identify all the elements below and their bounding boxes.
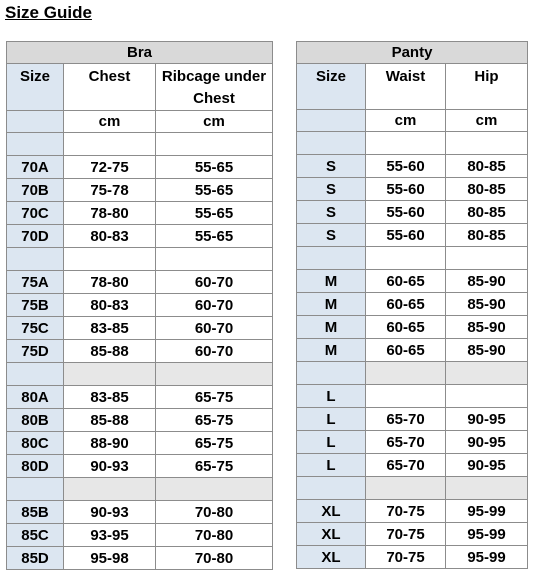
bra-size-cell: 80D <box>7 455 64 478</box>
panty-measure-cell: 60-65 <box>366 339 446 362</box>
bra-size-cell: 80B <box>7 409 64 432</box>
panty-size-cell: M <box>297 270 366 293</box>
bra-size-cell: 70D <box>7 225 64 248</box>
panty-size-cell: XL <box>297 523 366 546</box>
bra-chest-header: Chest <box>64 64 156 111</box>
table-row <box>297 385 528 408</box>
panty-waist-unit: cm <box>366 110 446 132</box>
bra-spacer-cell <box>64 248 156 271</box>
table-row <box>297 270 528 293</box>
panty-size-cell: M <box>297 339 366 362</box>
panty-spacer-row <box>297 132 528 155</box>
bra-measure-cell: 88-90 <box>64 432 156 455</box>
panty-spacer-row <box>297 477 528 500</box>
panty-measure-cell: 95-99 <box>446 500 528 523</box>
bra-chest-unit: cm <box>64 111 156 133</box>
panty-size-cell: S <box>297 201 366 224</box>
bra-spacer-cell <box>7 478 64 501</box>
bra-measure-cell: 55-65 <box>156 156 273 179</box>
panty-measure-cell: 95-99 <box>446 523 528 546</box>
bra-measure-cell: 65-75 <box>156 386 273 409</box>
bra-measure-cell: 78-80 <box>64 202 156 225</box>
table-row <box>7 340 273 363</box>
bra-size-cell: 75A <box>7 271 64 294</box>
panty-size-cell: XL <box>297 546 366 569</box>
panty-size-cell: S <box>297 224 366 247</box>
panty-size-table <box>296 41 528 569</box>
panty-measure-cell: 70-75 <box>366 546 446 569</box>
table-row <box>297 408 528 431</box>
bra-size-cell: 75B <box>7 294 64 317</box>
bra-measure-cell: 78-80 <box>64 271 156 294</box>
panty-measure-cell: 65-70 <box>366 431 446 454</box>
table-row <box>7 409 273 432</box>
page-title: Size Guide <box>5 3 92 22</box>
table-row <box>297 178 528 201</box>
bra-measure-cell: 60-70 <box>156 294 273 317</box>
bra-spacer-cell <box>7 248 64 271</box>
panty-size-cell: L <box>297 454 366 477</box>
bra-spacer-cell <box>64 478 156 501</box>
panty-measure-cell: 70-75 <box>366 500 446 523</box>
table-row <box>7 432 273 455</box>
bra-spacer-row <box>7 133 273 156</box>
panty-measure-cell: 70-75 <box>366 523 446 546</box>
panty-size-cell: M <box>297 316 366 339</box>
table-row <box>7 271 273 294</box>
bra-measure-cell: 80-83 <box>64 294 156 317</box>
table-row <box>7 455 273 478</box>
bra-measure-cell: 65-75 <box>156 432 273 455</box>
table-row <box>297 201 528 224</box>
panty-group-header: Panty <box>297 42 528 64</box>
bra-measure-cell: 83-85 <box>64 317 156 340</box>
panty-spacer-cell <box>366 132 446 155</box>
table-row <box>7 225 273 248</box>
panty-measure-cell: 80-85 <box>446 224 528 247</box>
bra-measure-cell: 60-70 <box>156 271 273 294</box>
bra-size-cell: 80C <box>7 432 64 455</box>
bra-measure-cell: 85-88 <box>64 409 156 432</box>
panty-measure-cell: 55-60 <box>366 155 446 178</box>
table-row <box>297 339 528 362</box>
bra-size-cell: 70A <box>7 156 64 179</box>
bra-measure-cell: 70-80 <box>156 524 273 547</box>
panty-measure-cell: 60-65 <box>366 270 446 293</box>
table-row <box>7 156 273 179</box>
table-row <box>297 546 528 569</box>
bra-measure-cell: 95-98 <box>64 547 156 570</box>
table-row <box>297 523 528 546</box>
bra-measure-cell: 90-93 <box>64 455 156 478</box>
panty-measure-cell: 55-60 <box>366 178 446 201</box>
table-row <box>7 317 273 340</box>
bra-spacer-cell <box>156 478 273 501</box>
panty-size-cell: S <box>297 178 366 201</box>
table-row <box>297 293 528 316</box>
bra-spacer-cell <box>7 133 64 156</box>
bra-spacer-cell <box>156 248 273 271</box>
bra-measure-cell: 65-75 <box>156 455 273 478</box>
table-row <box>7 524 273 547</box>
bra-size-cell: 75D <box>7 340 64 363</box>
panty-size-header: Size <box>297 64 366 110</box>
panty-size-cell: M <box>297 293 366 316</box>
bra-size-table <box>6 41 273 570</box>
bra-measure-cell: 93-95 <box>64 524 156 547</box>
panty-spacer-cell <box>446 362 528 385</box>
panty-measure-cell: 90-95 <box>446 431 528 454</box>
bra-spacer-row <box>7 478 273 501</box>
panty-spacer-row <box>297 362 528 385</box>
panty-size-cell: XL <box>297 500 366 523</box>
panty-hip-header: Hip <box>446 64 528 110</box>
bra-size-cell: 70C <box>7 202 64 225</box>
bra-spacer-row <box>7 248 273 271</box>
table-row <box>297 454 528 477</box>
bra-spacer-cell <box>156 133 273 156</box>
panty-measure-cell: 90-95 <box>446 408 528 431</box>
bra-size-cell: 85C <box>7 524 64 547</box>
panty-spacer-cell <box>446 132 528 155</box>
bra-measure-cell: 60-70 <box>156 317 273 340</box>
bra-size-cell: 75C <box>7 317 64 340</box>
bra-measure-cell: 70-80 <box>156 547 273 570</box>
bra-size-cell: 85D <box>7 547 64 570</box>
panty-spacer-cell <box>446 477 528 500</box>
table-row <box>7 501 273 524</box>
panty-measure-cell: 65-70 <box>366 408 446 431</box>
panty-spacer-cell <box>366 477 446 500</box>
panty-measure-cell: 80-85 <box>446 201 528 224</box>
panty-measure-cell: 85-90 <box>446 316 528 339</box>
bra-measure-cell: 55-65 <box>156 179 273 202</box>
panty-waist-header: Waist <box>366 64 446 110</box>
panty-spacer-cell <box>366 247 446 270</box>
bra-measure-cell: 75-78 <box>64 179 156 202</box>
panty-spacer-cell <box>297 477 366 500</box>
bra-group-header: Bra <box>7 42 273 64</box>
bra-size-cell: 80A <box>7 386 64 409</box>
panty-unit-size-cell <box>297 110 366 132</box>
panty-measure-cell: 85-90 <box>446 339 528 362</box>
panty-spacer-cell <box>297 362 366 385</box>
panty-measure-cell: 55-60 <box>366 201 446 224</box>
bra-ribcage-unit: cm <box>156 111 273 133</box>
table-row <box>297 500 528 523</box>
panty-measure-cell: 80-85 <box>446 178 528 201</box>
bra-measure-cell: 83-85 <box>64 386 156 409</box>
table-row <box>7 202 273 225</box>
bra-unit-size-cell <box>7 111 64 133</box>
panty-spacer-cell <box>297 247 366 270</box>
bra-spacer-cell <box>64 363 156 386</box>
panty-size-cell: L <box>297 385 366 408</box>
table-row <box>7 179 273 202</box>
bra-size-header: Size <box>7 64 64 111</box>
bra-size-cell: 70B <box>7 179 64 202</box>
panty-measure-cell <box>366 385 446 408</box>
table-row <box>297 431 528 454</box>
panty-measure-cell: 60-65 <box>366 316 446 339</box>
bra-measure-cell: 60-70 <box>156 340 273 363</box>
panty-measure-cell <box>446 385 528 408</box>
bra-spacer-cell <box>156 363 273 386</box>
table-row <box>297 224 528 247</box>
panty-hip-unit: cm <box>446 110 528 132</box>
panty-size-cell: S <box>297 155 366 178</box>
bra-measure-cell: 55-65 <box>156 225 273 248</box>
table-row <box>7 294 273 317</box>
panty-spacer-cell <box>446 247 528 270</box>
panty-measure-cell: 65-70 <box>366 454 446 477</box>
panty-measure-cell: 95-99 <box>446 546 528 569</box>
panty-measure-cell: 60-65 <box>366 293 446 316</box>
bra-measure-cell: 72-75 <box>64 156 156 179</box>
table-row <box>297 155 528 178</box>
bra-spacer-cell <box>7 363 64 386</box>
bra-measure-cell: 70-80 <box>156 501 273 524</box>
table-row <box>7 547 273 570</box>
bra-measure-cell: 90-93 <box>64 501 156 524</box>
bra-size-cell: 85B <box>7 501 64 524</box>
table-row <box>297 316 528 339</box>
panty-size-cell: L <box>297 408 366 431</box>
bra-measure-cell: 65-75 <box>156 409 273 432</box>
panty-measure-cell: 85-90 <box>446 270 528 293</box>
bra-ribcage-header: Ribcage under Chest <box>156 64 273 111</box>
bra-measure-cell: 80-83 <box>64 225 156 248</box>
panty-size-cell: L <box>297 431 366 454</box>
bra-spacer-row <box>7 363 273 386</box>
panty-measure-cell: 55-60 <box>366 224 446 247</box>
bra-spacer-cell <box>64 133 156 156</box>
panty-measure-cell: 80-85 <box>446 155 528 178</box>
panty-spacer-cell <box>366 362 446 385</box>
bra-measure-cell: 55-65 <box>156 202 273 225</box>
panty-measure-cell: 90-95 <box>446 454 528 477</box>
panty-spacer-row <box>297 247 528 270</box>
bra-measure-cell: 85-88 <box>64 340 156 363</box>
panty-spacer-cell <box>297 132 366 155</box>
table-row <box>7 386 273 409</box>
panty-measure-cell: 85-90 <box>446 293 528 316</box>
